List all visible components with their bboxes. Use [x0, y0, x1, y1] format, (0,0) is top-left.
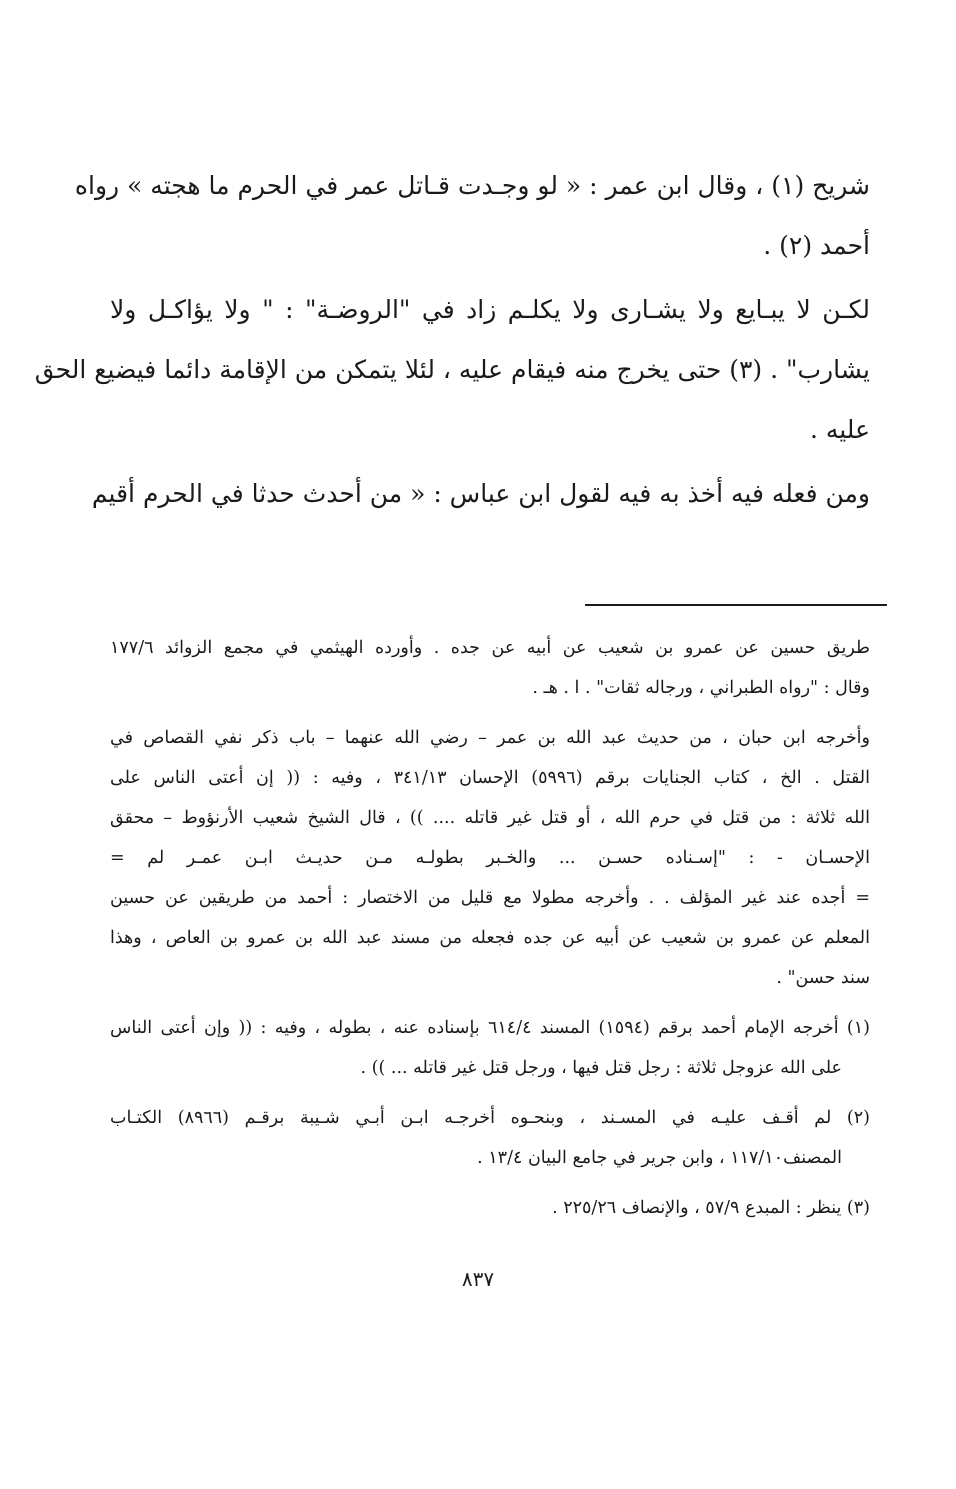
- footnote-separator: [585, 604, 887, 606]
- footnote-line: سند حسن" .: [776, 968, 870, 988]
- main-line: ومن فعله فيه أخذ به فيه لقول ابن عباس : « من أحدث حدثا في الحرم أقيم: [91, 479, 870, 508]
- footnote-line: القتل . الخ ، كتاب الجنايات برقم (٥٩٩٦) الإحسان ٣٤١/١٣ ، وفيه : (( إن أعتى الناس على: [110, 768, 870, 788]
- footnote-line: الله ثلاثة : من قتل في حرم الله ، أو قتل غير قاتله .... )) ، قال الشيخ شعيب الأرنؤوط – محقق: [110, 808, 870, 828]
- footnote-line: المصنف١١٧/١٠ ، وابن جرير في جامع البيان ١٣/٤ .: [477, 1148, 842, 1168]
- footnote-line: الإحسـان - : "إسـناده حسـن ... والخـبر بطولـه مـن حديـث ابـن عمـر لم =: [110, 848, 870, 868]
- main-line: يشارب" . (٣) حتى يخرج منه فيقام عليه ، لئلا يتمكن من الإقامة دائما فيضيع الحق: [34, 355, 870, 384]
- footnote-line: = أجده عند غير المؤلف . . وأخرجه مطولا مع قليل من الاختصار : أحمد من طريقين عن حسين: [110, 888, 870, 908]
- footnote-line: وقال : "رواه الطبراني ، ورجاله ثقات" . ا . هـ .: [532, 678, 870, 698]
- footnote-line: (٢) لم أقـف عليـه في المسـند ، وبنحـوه أخرجـه ابـن أبـي شـيبة برقـم (٨٩٦٦) الكتـاب: [110, 1108, 870, 1128]
- page-number: ٨٣٧: [461, 1267, 495, 1291]
- main-line: أحمد (٢) .: [763, 231, 870, 260]
- footnote-paragraph: [110, 718, 870, 998]
- main-line: شريح (١) ، وقال ابن عمر : « لو وجـدت قـاتل عمر في الحرم ما هجته » رواه: [74, 171, 870, 200]
- footnote-continuation: [110, 628, 870, 708]
- footnote-2: [110, 1098, 870, 1178]
- footnote-1: [110, 1008, 870, 1088]
- footnote-line: (١) أخرجه الإمام أحمد برقم (١٥٩٤) المسند ٦١٤/٤ بإسناده عنه ، بطوله ، وفيه : (( وإن أعتى الناس: [110, 1018, 870, 1038]
- footnote-3: [110, 1188, 870, 1228]
- footnote-line: طريق حسين عن عمرو بن شعيب عن أبيه عن جده . وأورده الهيثمي في مجمع الزوائد ١٧٧/٦: [110, 638, 870, 658]
- main-line: لكـن لا يبـايع ولا يشـارى ولا يكلـم زاد في "الروضـة" : " ولا يؤاكـل ولا: [110, 295, 870, 324]
- footnote-line: المعلم عن عمرو بن شعيب عن أبيه عن جده فجعله من مسند عبد الله بن عمرو بن العاص ، وهذا: [110, 928, 870, 948]
- footnote-line: وأخرجه ابن حبان ، من حديث عبد الله بن عمر – رضي الله عنهما – باب ذكر نفي القصاص في: [110, 728, 870, 748]
- footnotes: [110, 628, 870, 1228]
- main-line: عليه .: [809, 415, 870, 444]
- footnote-line: على الله عزوجل ثلاثة : رجل قتل فيها ، ورجل قتل غير قاتله ... )) .: [360, 1058, 842, 1078]
- main-text: [34, 160, 870, 528]
- footnote-line: (٣) ينظر : المبدع ٥٧/٩ ، والإنصاف ٢٢٥/٢٦ .: [552, 1198, 870, 1218]
